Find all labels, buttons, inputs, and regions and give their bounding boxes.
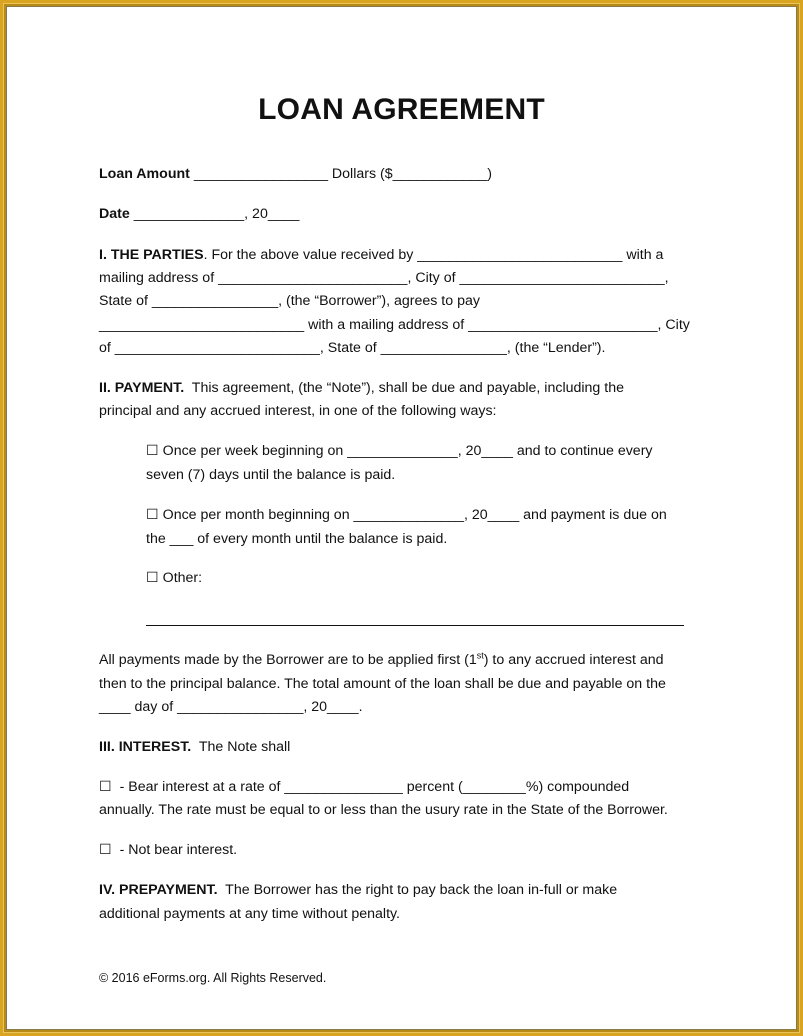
- ordinal-superscript: st: [476, 650, 484, 661]
- interest-option-bear-cont: annually. The rate must be equal to or less than the usury rate in the State of the Borrower.: [99, 802, 668, 818]
- loan-amount-line: [99, 163, 492, 187]
- prepayment-line-1: [99, 879, 617, 903]
- interest-text: The Note shall: [191, 739, 291, 755]
- payment-option-monthly-cont: the ___ of every month until the balance is paid.: [146, 531, 448, 547]
- prepayment-line-2: additional payments at any time without penalty.: [99, 906, 400, 922]
- parties-line-4: __________________________ with a mailing address of ________________________, City: [99, 317, 690, 333]
- parties-line-5: of __________________________, State of ________________, (the “Lender”).: [99, 340, 606, 356]
- interest-option-bear[interactable]: ☐ - Bear interest at a rate of _______________ percent (________%) compounded: [99, 779, 630, 795]
- parties-line-2: mailing address of ________________________, City of __________________________,: [99, 270, 669, 286]
- payment-option-other[interactable]: ☐ Other:: [146, 570, 203, 586]
- loan-amount-field: _________________ Dollars ($____________): [189, 166, 493, 182]
- application-line-1: [99, 649, 664, 673]
- application-text-pre: All payments made by the Borrower are to be applied first (1: [99, 652, 477, 668]
- payment-option-weekly[interactable]: ☐ Once per week beginning on ______________, 20____ and to continue every: [146, 443, 653, 459]
- application-line-3: ____ day of ________________, 20____.: [99, 699, 363, 715]
- date-line: [99, 203, 299, 227]
- payment-text: This agreement, (the “Note”), shall be due and payable, including the: [184, 380, 624, 396]
- prepayment-text: The Borrower has the right to pay back the loan in-full or make: [217, 882, 618, 898]
- prepayment-heading: IV. PREPAYMENT.: [99, 882, 218, 898]
- date-field: ______________, 20____: [129, 206, 300, 222]
- application-text-post: ) to any accrued interest and: [483, 652, 664, 668]
- document-title: LOAN AGREEMENT: [258, 93, 545, 126]
- interest-line: [99, 736, 290, 760]
- interest-option-not-bear[interactable]: ☐ - Not bear interest.: [99, 842, 238, 858]
- payment-line-2: principal and any accrued interest, in one of the following ways:: [99, 403, 497, 419]
- parties-line-3: State of ________________, (the “Borrower”), agrees to pay: [99, 293, 480, 309]
- payment-line-1: [99, 377, 624, 401]
- other-blank-line: [146, 625, 684, 626]
- payment-heading: II. PAYMENT.: [99, 380, 185, 396]
- date-label: Date: [99, 206, 130, 222]
- application-line-2: then to the principal balance. The total amount of the loan shall be due and payable on the: [99, 676, 666, 692]
- parties-heading: I. THE PARTIES: [99, 247, 204, 263]
- loan-amount-label: Loan Amount: [99, 166, 190, 182]
- copyright-footer: © 2016 eForms.org. All Rights Reserved.: [99, 971, 327, 985]
- parties-line-1: [99, 244, 663, 268]
- payment-option-weekly-cont: seven (7) days until the balance is paid.: [146, 467, 396, 483]
- payment-option-monthly[interactable]: ☐ Once per month beginning on ______________, 20____ and payment is due on: [146, 507, 667, 523]
- parties-text: . For the above value received by __________________________ with a: [203, 247, 664, 263]
- interest-heading: III. INTEREST.: [99, 739, 192, 755]
